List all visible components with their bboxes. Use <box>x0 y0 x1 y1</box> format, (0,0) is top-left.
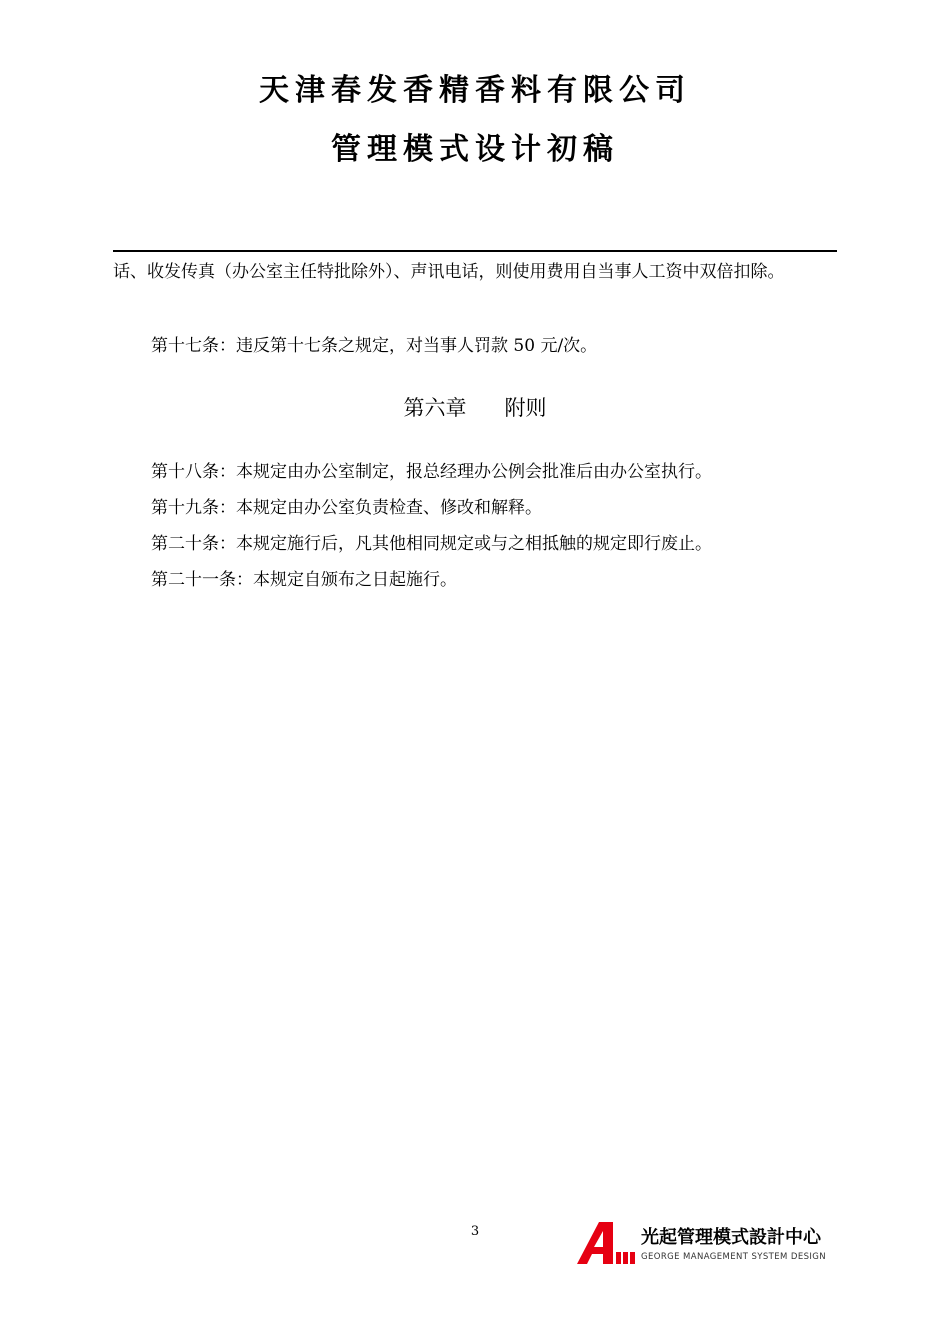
page-number: 3 <box>470 1224 480 1239</box>
chapter-number: 第六章 <box>403 396 467 420</box>
logo-chinese-text: 光起管理模式設計中心 <box>641 1227 821 1248</box>
article-label: 第十七条： <box>151 336 236 356</box>
article-20 <box>151 532 841 556</box>
article-text: 本规定由办公室负责检查、修改和解释。 <box>236 498 542 518</box>
company-logo <box>577 1222 839 1266</box>
article-text: 本规定由办公室制定，报总经理办公例会批准后由办公室执行。 <box>236 462 712 482</box>
letter-a-logo-icon <box>577 1222 635 1264</box>
company-title: 天津春发香精香料有限公司 <box>259 73 691 108</box>
article-label: 第二十一条： <box>151 570 253 590</box>
document-title: 管理模式设计初稿 <box>331 132 619 167</box>
header-divider <box>113 250 837 252</box>
chapter-title: 附则 <box>504 396 547 420</box>
continued-paragraph: 话、收发传真（办公室主任特批除外）、声讯电话，则使用费用自当事人工资中双倍扣除。 <box>113 262 785 282</box>
article-label: 第十八条： <box>151 462 236 482</box>
article-18 <box>151 460 841 484</box>
article-21 <box>151 568 841 592</box>
article-text: 本规定施行后，凡其他相同规定或与之相抵触的规定即行废止。 <box>236 534 712 554</box>
article-19 <box>151 496 841 520</box>
logo-english-text: GEORGE MANAGEMENT SYSTEM DESIGN <box>641 1252 827 1262</box>
article-text: 本规定自颁布之日起施行。 <box>253 570 457 590</box>
chapter-heading <box>0 394 950 422</box>
article-text: 违反第十七条之规定，对当事人罚款 50 元/次。 <box>236 336 598 356</box>
article-label: 第二十条： <box>151 534 236 554</box>
article-17 <box>151 334 841 358</box>
article-label: 第十九条： <box>151 498 236 518</box>
